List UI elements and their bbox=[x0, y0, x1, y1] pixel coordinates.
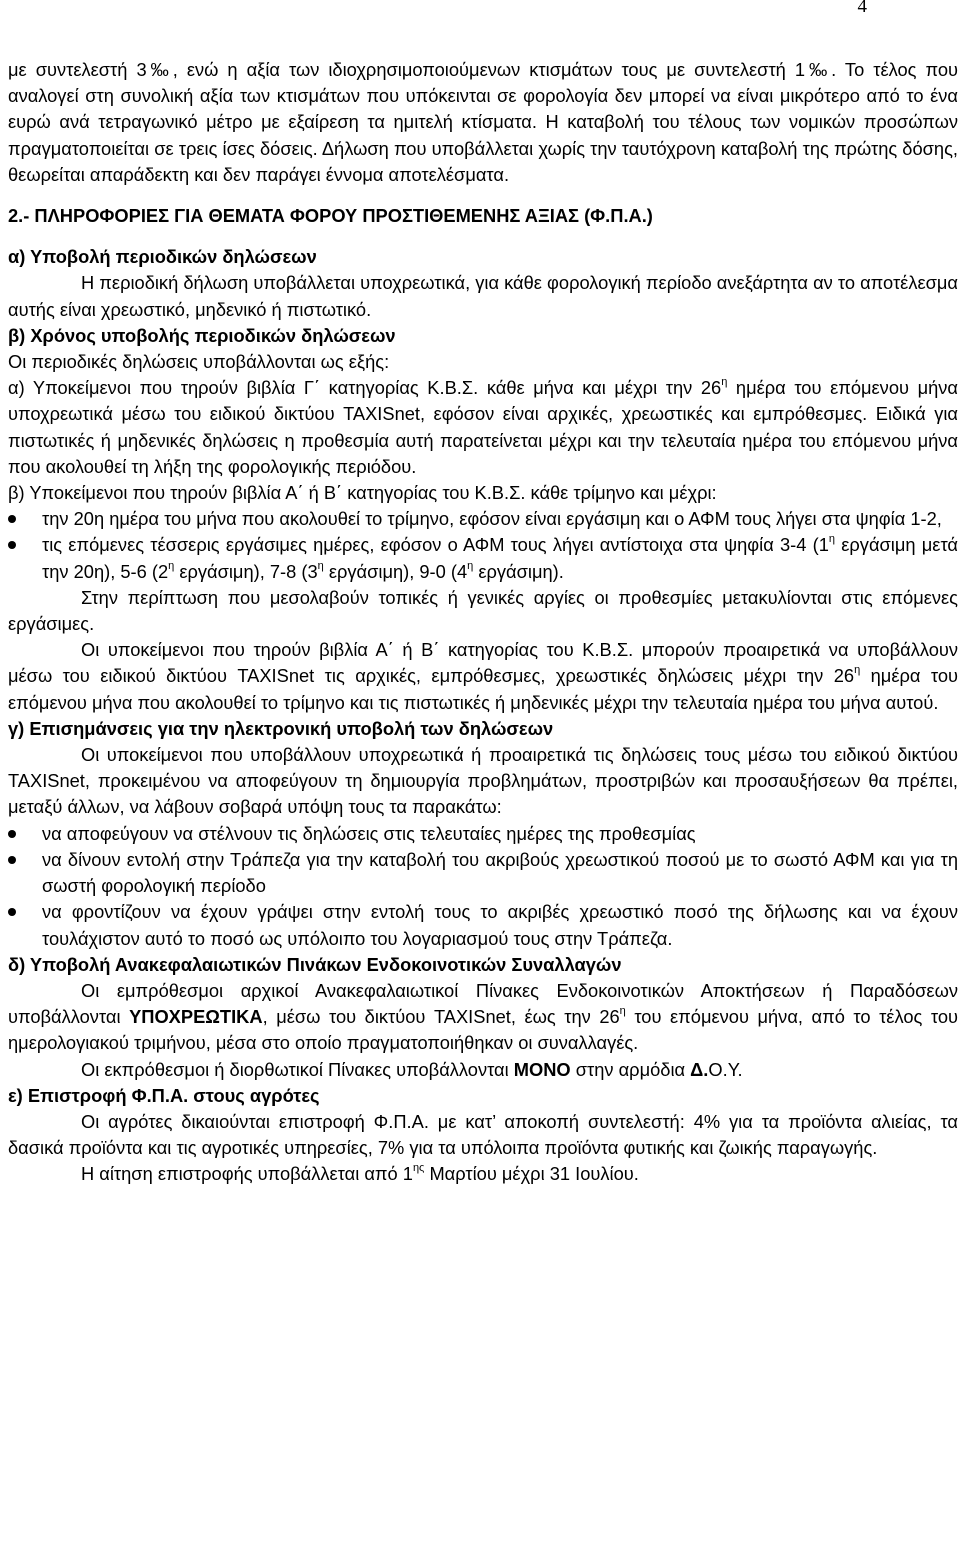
page-number: 4 bbox=[857, 0, 867, 17]
paragraph bbox=[8, 1057, 958, 1083]
superscript: η bbox=[317, 559, 324, 572]
list-item-text: τις επόμενες τέσσερις εργάσιμες ημέρες, εφόσον ο ΑΦΜ τους λήγει αντίστοιχα στα ψηφία 3-4 (1 bbox=[42, 534, 829, 556]
paragraph-text: με συντελεστή 3‰, ενώ η αξία των ιδιοχρησιμοποιούμενων κτισμάτων τους με συντελεστή 1‰. Το τέλος που αναλογεί στη συνολική αξία των κτισμάτων που υπόκεινται σε φορολογία δεν μπορεί να είναι μικρότερο από το ένα ευρώ ανά τετραγωνικό μέτρο με εξαίρεση τα ημιτελή κτίσματα. bbox=[8, 59, 958, 133]
superscript: ης bbox=[412, 1162, 425, 1175]
bullet-icon bbox=[8, 541, 16, 549]
paragraph bbox=[8, 375, 958, 480]
document-body bbox=[8, 57, 958, 1188]
paragraph-text: ημέρα του επόμενου μήνα υποχρεωτικά μέσω του ειδικού δικτύου TAXISnet, εφόσον είναι αρχικές, χρεωστικές και εμπρόθεσμες. Ειδικά για πιστωτικές ή μηδενικές δηλώσεις η προθεσμία αυτή παρατείνεται μέχρι και την τελευταία ημέρα του επόμενου μήνα που ακολουθεί τη λήξη της φορολογικής περιόδου. bbox=[8, 377, 959, 477]
paragraph: Η περιοδική δήλωση υποβάλλεται υποχρεωτικά, για κάθε φορολογική περίοδο ανεξάρτητα αν το αποτέλεσμα αυτής είναι χρεωστικό, μηδενικό ή πιστωτικό. bbox=[8, 272, 958, 320]
list-item-text: να δίνουν εντολή στην Τράπεζα για την καταβολή του ακριβούς χρεωστικού ποσού με το σωστό ΑΦΜ και για τη σωστή φορολογική περίοδο bbox=[42, 848, 958, 897]
bullet-icon bbox=[8, 908, 16, 916]
list-item-text: εργάσιμη), 7-8 (3 bbox=[174, 560, 318, 582]
subsection-heading: α) Υποβολή περιοδικών δηλώσεων bbox=[8, 246, 317, 268]
list-item-text: εργάσιμη μετά την 20η), 5-6 (2 bbox=[42, 534, 958, 582]
superscript: η bbox=[854, 664, 861, 677]
bullet-list bbox=[8, 506, 958, 585]
paragraph: Οι αγρότες δικαιούνται επιστροφή Φ.Π.Α. με κατ’ αποκοπή συντελεστή: 4% για τα προϊόντα αλιείας, τα δασικά προϊόντα και τις αγροτικές υπηρεσίες, 7% για τα υπόλοιπα προϊόντα φυτικής και ζωικής παραγωγής. bbox=[8, 1110, 958, 1159]
list-item-text: να φροντίζουν να έχουν γράψει στην εντολή τους το ακριβές χρεωστικό ποσό της δήλωσης και να έχουν τουλάχιστον αυτό το ποσό ως υπόλοιπο του λογαριασμού τους στην Τράπεζα. bbox=[42, 901, 958, 949]
paragraph bbox=[8, 1161, 958, 1187]
bullet-icon bbox=[8, 515, 16, 523]
paragraph-text: Μαρτίου μέχρι 31 Ιουλίου. bbox=[424, 1163, 639, 1185]
list-item bbox=[8, 899, 958, 951]
superscript: η bbox=[721, 376, 728, 389]
subsection-heading: γ) Επισημάνσεις για την ηλεκτρονική υποβολή των δηλώσεων bbox=[8, 717, 554, 739]
list-item-text: να αποφεύγουν να στέλνουν τις δηλώσεις στις τελευταίες ημέρες της προθεσμίας bbox=[42, 822, 696, 844]
superscript: η bbox=[467, 559, 474, 572]
bullet-icon bbox=[8, 830, 16, 838]
superscript: η bbox=[828, 533, 836, 546]
paragraph-text: Οι εμπρόθεσμοι αρχικοί Ανακεφαλαιωτικοί Πίνακες Ενδοκοινοτικών Αποκτήσεων ή Παραδόσεων υποβάλλονται bbox=[8, 979, 958, 1028]
list-item-text: εργάσιμη). bbox=[473, 560, 564, 582]
list-item bbox=[8, 847, 958, 899]
paragraph-text: του επόμενου μήνα, από το τέλος του ημερολογιακού τριμήνου, μέσα στο οποίο πραγματοποιήθηκαν οι συναλλαγές. bbox=[8, 1006, 958, 1054]
paragraph: β) Υποκείμενοι που τηρούν βιβλία Α΄ ή Β΄ κατηγορίας του Κ.Β.Σ. κάθε τρίμηνο και μέχρι: bbox=[8, 482, 717, 504]
paragraph-text: α) Υποκείμενοι που τηρούν βιβλία Γ΄ κατηγορίας Κ.Β.Σ. κάθε μήνα και μέχρι την 26 bbox=[8, 377, 722, 399]
list-item bbox=[8, 532, 958, 584]
paragraph: Οι περιοδικές δηλώσεις υποβάλλονται ως εξής: bbox=[8, 351, 390, 373]
paragraph-text: στην αρμόδια bbox=[570, 1058, 691, 1080]
paragraph-text: Η αίτηση επιστροφής υποβάλλεται από 1 bbox=[81, 1163, 413, 1185]
list-item-text: την 20η ημέρα του μήνα που ακολουθεί το τρίμηνο, εφόσον είναι εργάσιμη και ο ΑΦΜ τους λήγει στα ψηφία 1-2, bbox=[42, 508, 942, 530]
paragraph-text: ημέρα του επόμενου μήνα που ακολουθεί το τρίμηνο και τις πιστωτικές ή μηδενικές μέχρι την τελευταία ημέρα του μήνα αυτού. bbox=[8, 665, 958, 713]
paragraph bbox=[8, 637, 958, 716]
paragraph-text: Οι εκπρόθεσμοι ή διορθωτικοί Πίνακες υποβάλλονται bbox=[81, 1058, 514, 1080]
list-item bbox=[8, 821, 958, 847]
emphasis-text: Δ. bbox=[690, 1058, 709, 1080]
paragraph-text: Ο.Υ. bbox=[708, 1058, 743, 1080]
paragraph-text: Η καταβολή του τέλους των νομικών προσώπων πραγματοποιείται σε τρεις ίσες δόσεις. bbox=[8, 111, 958, 159]
list-item bbox=[8, 506, 958, 532]
list-item-text: εργάσιμη), 9-0 (4 bbox=[323, 560, 468, 582]
paragraph-text: Οι υποκείμενοι που τηρούν βιβλία Α΄ ή Β΄ κατηγορίας του Κ.Β.Σ. μπορούν προαιρετικά να υποβάλλουν μέσω του ειδικού δικτύου TAXISnet τις αρχικές, εμπρόθεσμες, χρεωστικές δηλώσεις μέχρι την 26 bbox=[8, 639, 958, 687]
paragraph-text: Δήλωση που υποβάλλεται χωρίς την ταυτόχρονη καταβολή της πρώτης δόσης, θεωρείται απαράδεκτη και δεν παράγει έννομα αποτελέσματα. bbox=[8, 137, 958, 185]
bullet-list bbox=[8, 821, 958, 952]
paragraph: Οι υποκείμενοι που υποβάλλουν υποχρεωτικά ή προαιρετικά τις δηλώσεις τους μέσω του ειδικού δικτύου TAXISnet, προκειμένου να αποφεύγουν τη δημιουργία προβλημάτων, προστριβών και προσαυξήσεων θα πρέπει, μεταξύ άλλων, να λάβουν σοβαρά υπόψη τους τα παρακάτω: bbox=[8, 744, 958, 818]
emphasis-text: ΥΠΟΧΡΕΩΤΙΚΑ bbox=[129, 1006, 263, 1028]
paragraph: Στην περίπτωση που μεσολαβούν τοπικές ή γενικές αργίες οι προθεσμίες μετακυλίονται στις επόμενες εργάσιμες. bbox=[8, 586, 958, 635]
subsection-heading: δ) Υποβολή Ανακεφαλαιωτικών Πινάκων Ενδοκοινοτικών Συναλλαγών bbox=[8, 953, 622, 975]
subsection-heading: β) Χρόνος υποβολής περιοδικών δηλώσεων bbox=[8, 324, 396, 346]
subsection-heading: ε) Επιστροφή Φ.Π.Α. στους αγρότες bbox=[8, 1084, 320, 1106]
paragraph bbox=[8, 57, 958, 188]
superscript: η bbox=[619, 1005, 626, 1018]
paragraph-text: , μέσω του δικτύου TAXISnet, έως την 26 bbox=[262, 1006, 620, 1028]
section-heading: 2.- ΠΛΗΡΟΦΟΡΙΕΣ ΓΙΑ ΘΕΜΑΤΑ ΦΟΡΟΥ ΠΡΟΣΤΙΘΕΜΕΝΗΣ ΑΞΙΑΣ (Φ.Π.Α.) bbox=[8, 205, 653, 227]
superscript: η bbox=[168, 559, 175, 572]
bullet-icon bbox=[8, 856, 16, 864]
emphasis-text: ΜΟΝΟ bbox=[513, 1058, 571, 1080]
paragraph bbox=[8, 978, 958, 1057]
